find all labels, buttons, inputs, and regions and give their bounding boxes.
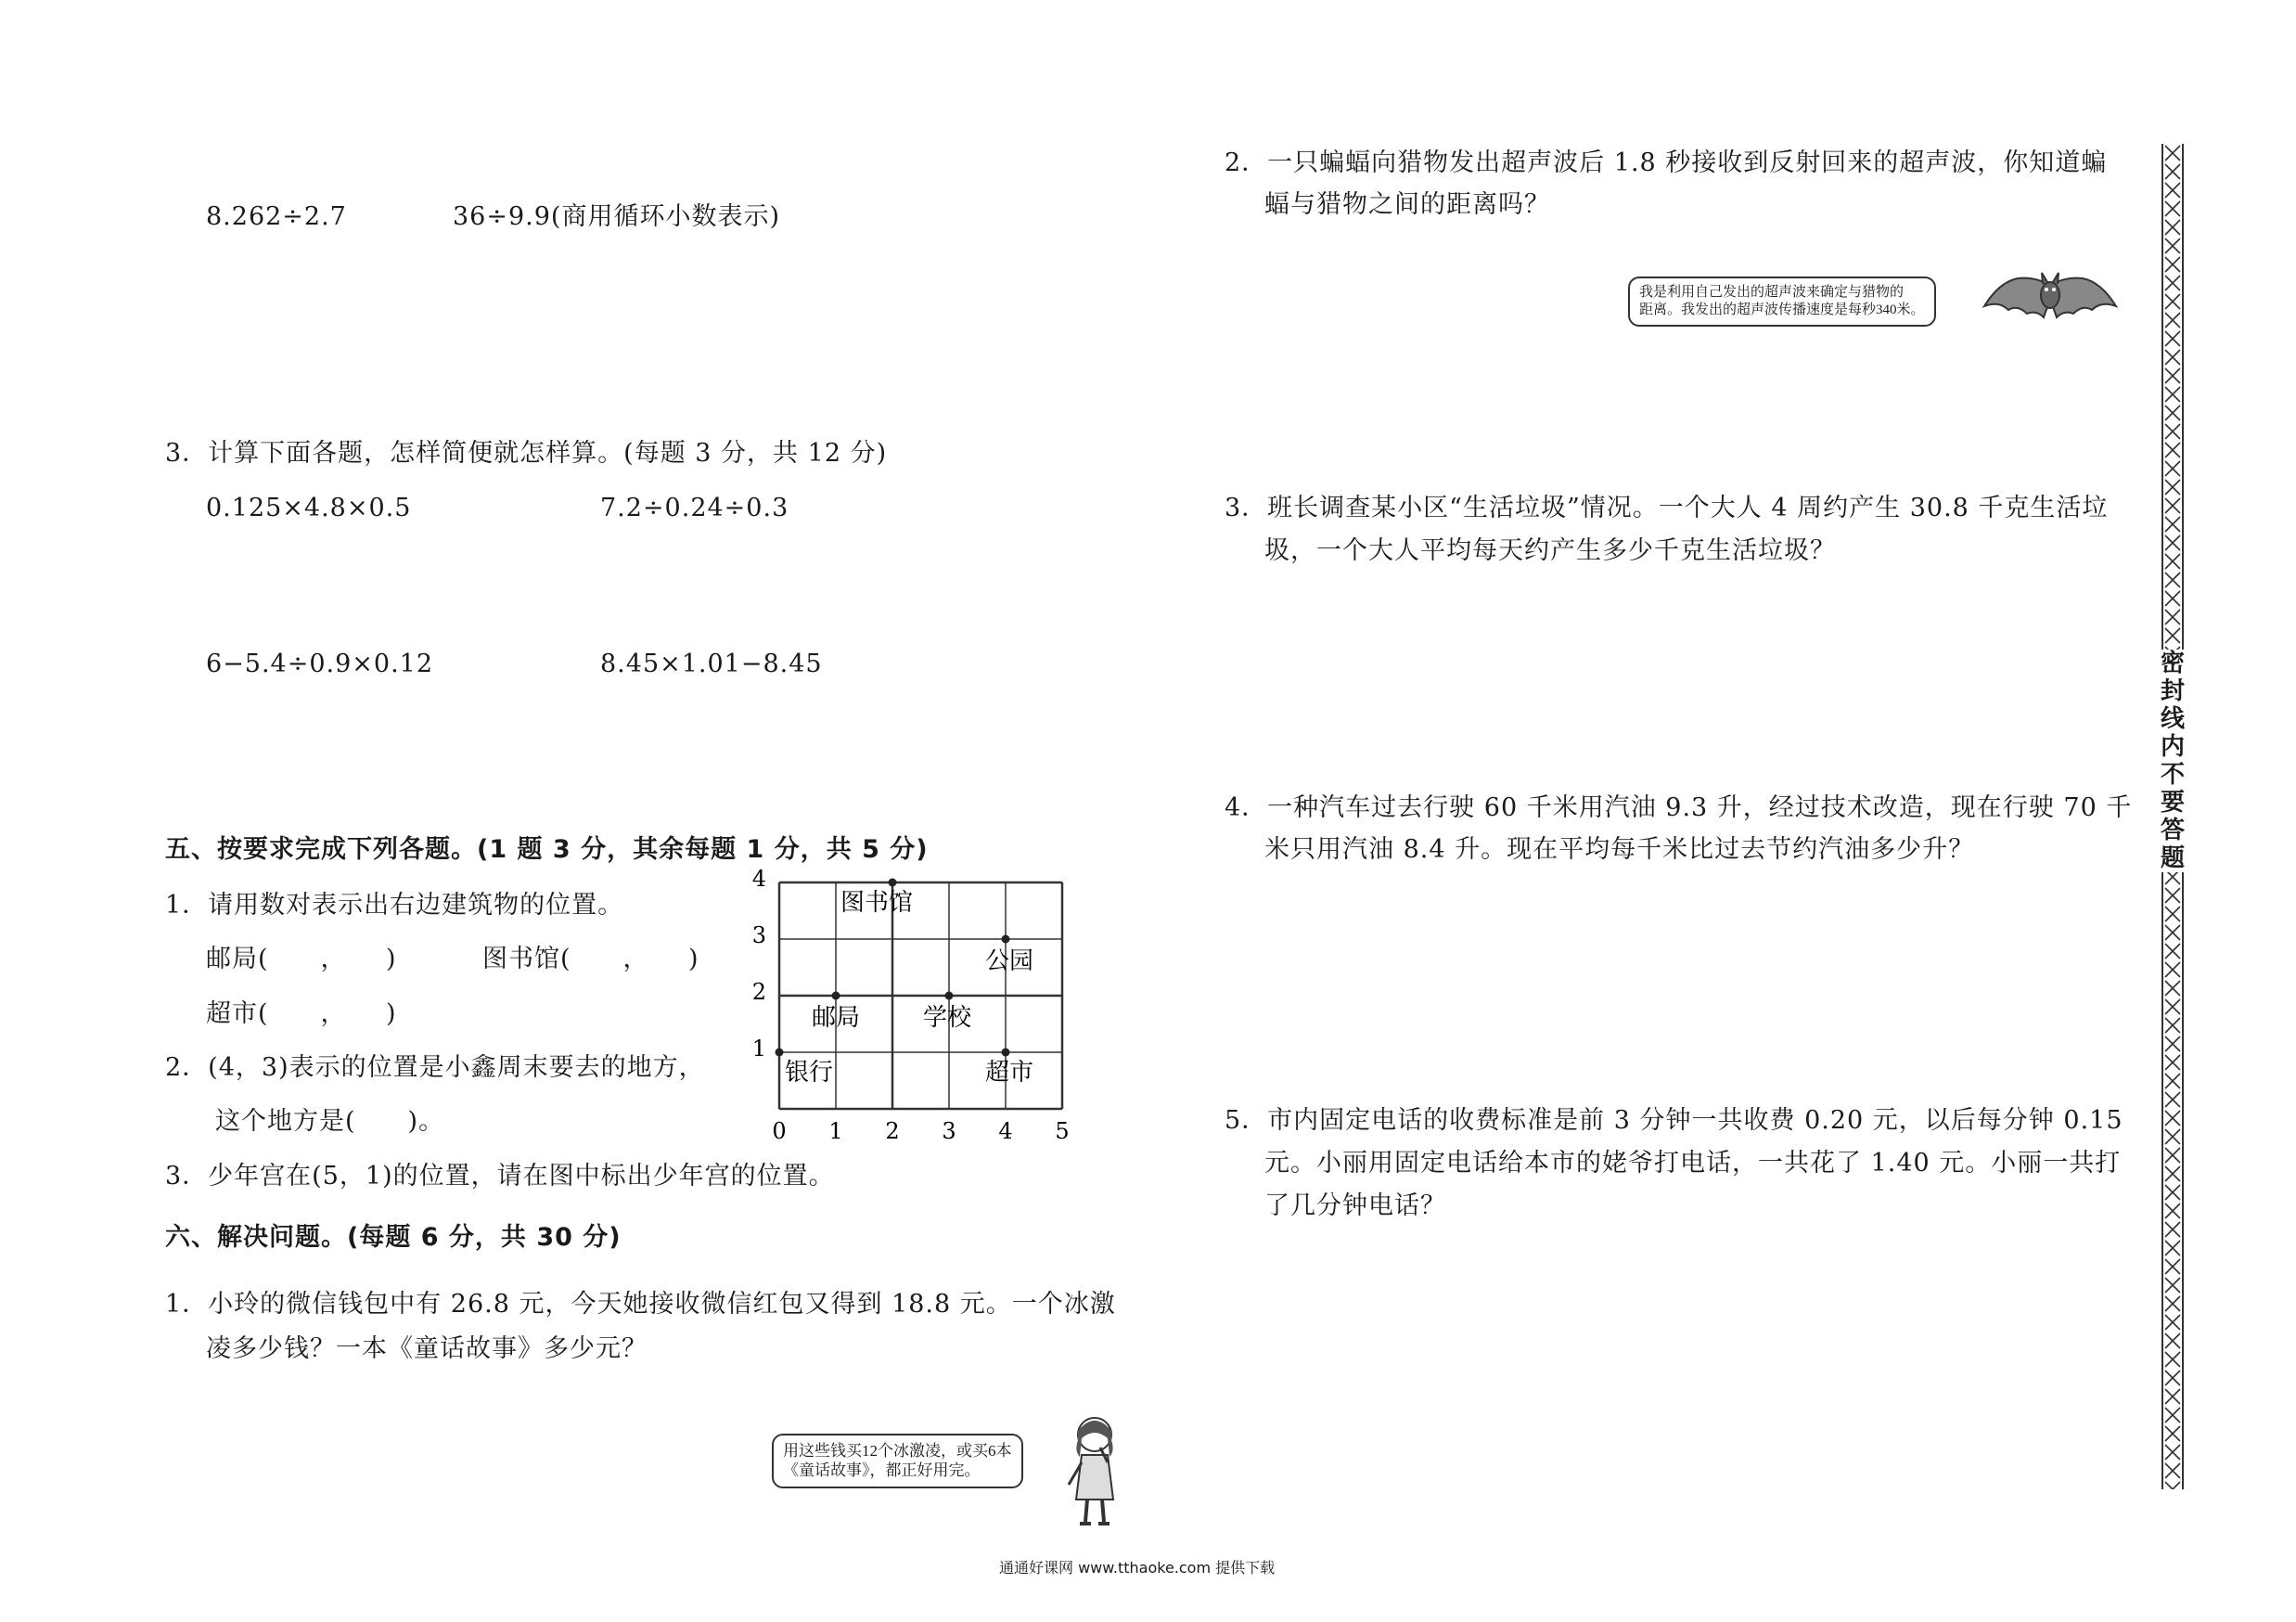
- question-text: 1．小玲的微信钱包中有 26.8 元，今天她接收微信红包又得到 18.8 元。一个冰激: [165, 1290, 1116, 1319]
- place-point: [945, 992, 954, 1000]
- x-tick-label: 1: [828, 1118, 843, 1144]
- question-text: 米只用汽油 8.4 升。现在平均每千米比过去节约汽油多少升？: [1264, 835, 1975, 864]
- place-label: 学校: [923, 1004, 972, 1032]
- girl-illustration-icon: [1058, 1410, 1132, 1531]
- place-label: 银行: [785, 1059, 834, 1087]
- place-label: 图书馆: [840, 889, 914, 917]
- question-text: 3．班长调查某小区“生活垃圾”情况。一个大人 4 周约产生 30.8 千克生活垃: [1225, 494, 2109, 522]
- place-point: [1002, 935, 1010, 944]
- place-point: [832, 992, 840, 1000]
- calc-item: 0.125×4.8×0.5: [206, 494, 412, 522]
- calc-item: 8.262÷2.7: [206, 202, 347, 231]
- question-text: 5．市内固定电话的收费标准是前 3 分钟一共收费 0.20 元，以后每分钟 0.15: [1225, 1106, 2123, 1135]
- place-label: 邮局: [812, 1004, 861, 1032]
- question-text: 了几分钟电话？: [1264, 1191, 1446, 1220]
- y-tick-label: 1: [751, 1036, 766, 1062]
- question-text: 1．请用数对表示出右边建筑物的位置。: [165, 891, 624, 920]
- question-text: 3．少年宫在(5，1)的位置，请在图中标出少年宫的位置。: [165, 1162, 835, 1191]
- answer-blank[interactable]: 邮局( ， ): [206, 945, 397, 973]
- y-tick-label: 4: [751, 866, 766, 892]
- place-point: [1002, 1049, 1010, 1057]
- calc-item: 36÷9.9(商用循环小数表示): [453, 202, 780, 231]
- calc-item: 7.2÷0.24÷0.3: [600, 494, 789, 522]
- calc-item: 8.45×1.01−8.45: [600, 650, 823, 678]
- bat-illustration-icon: [1981, 269, 2120, 334]
- speech-bubble: 我是利用自己发出的超声波来确定与猎物的 距离。我发出的超声波传播速度是每秒340米。: [1628, 277, 1936, 327]
- question-title: 3．计算下面各题，怎样简便就怎样算。(每题 3 分，共 12 分): [165, 439, 888, 468]
- question-text: 凌多少钱？一本《童话故事》多少元？: [206, 1334, 648, 1363]
- y-tick-label: 2: [751, 979, 766, 1005]
- question-text: 蝠与猎物之间的距离吗？: [1264, 190, 1550, 219]
- place-label: 超市: [985, 1059, 1034, 1087]
- place-label: 公园: [985, 947, 1034, 975]
- x-tick-label: 5: [1055, 1118, 1070, 1144]
- place-point: [889, 879, 897, 887]
- y-tick-label: 3: [751, 922, 766, 948]
- question-text: 2．一只蝙蝠向猎物发出超声波后 1.8 秒接收到反射回来的超声波，你知道蝙: [1225, 148, 2108, 177]
- question-text: 圾，一个大人平均每天约产生多少千克生活垃圾？: [1264, 536, 1836, 565]
- answer-blank[interactable]: 图书馆( ， ): [482, 945, 699, 973]
- sealing-notice: 密封线内不要答题: [2160, 650, 2185, 872]
- x-tick-label: 3: [942, 1118, 956, 1144]
- x-tick-label: 0: [772, 1118, 787, 1144]
- x-tick-label: 2: [885, 1118, 900, 1144]
- footer-text: 通通好课网 www.tthaoke.com 提供下载: [999, 1559, 1276, 1577]
- answer-blank[interactable]: 超市( ， ): [206, 999, 397, 1028]
- section-title: 六、解决问题。(每题 6 分，共 30 分): [165, 1223, 622, 1252]
- answer-blank[interactable]: 这个地方是( )。: [215, 1107, 445, 1136]
- coordinate-grid[interactable]: [742, 866, 1085, 1151]
- calc-item: 6−5.4÷0.9×0.12: [206, 650, 434, 678]
- place-point: [776, 1049, 784, 1057]
- section-title: 五、按要求完成下列各题。(1 题 3 分，其余每题 1 分，共 5 分): [165, 835, 929, 864]
- question-text: 2．(4，3)表示的位置是小鑫周末要去的地方，: [165, 1053, 705, 1082]
- question-text: 4．一种汽车过去行驶 60 千米用汽油 9.3 升，经过技术改造，现在行驶 70 千: [1225, 793, 2133, 822]
- question-text: 元。小丽用固定电话给本市的姥爷打电话，一共花了 1.40 元。小丽一共打: [1264, 1149, 2122, 1178]
- x-tick-label: 4: [998, 1118, 1013, 1144]
- speech-bubble: 用这些钱买12个冰激凌，或买6本 《童话故事》，都正好用完。: [772, 1434, 1023, 1488]
